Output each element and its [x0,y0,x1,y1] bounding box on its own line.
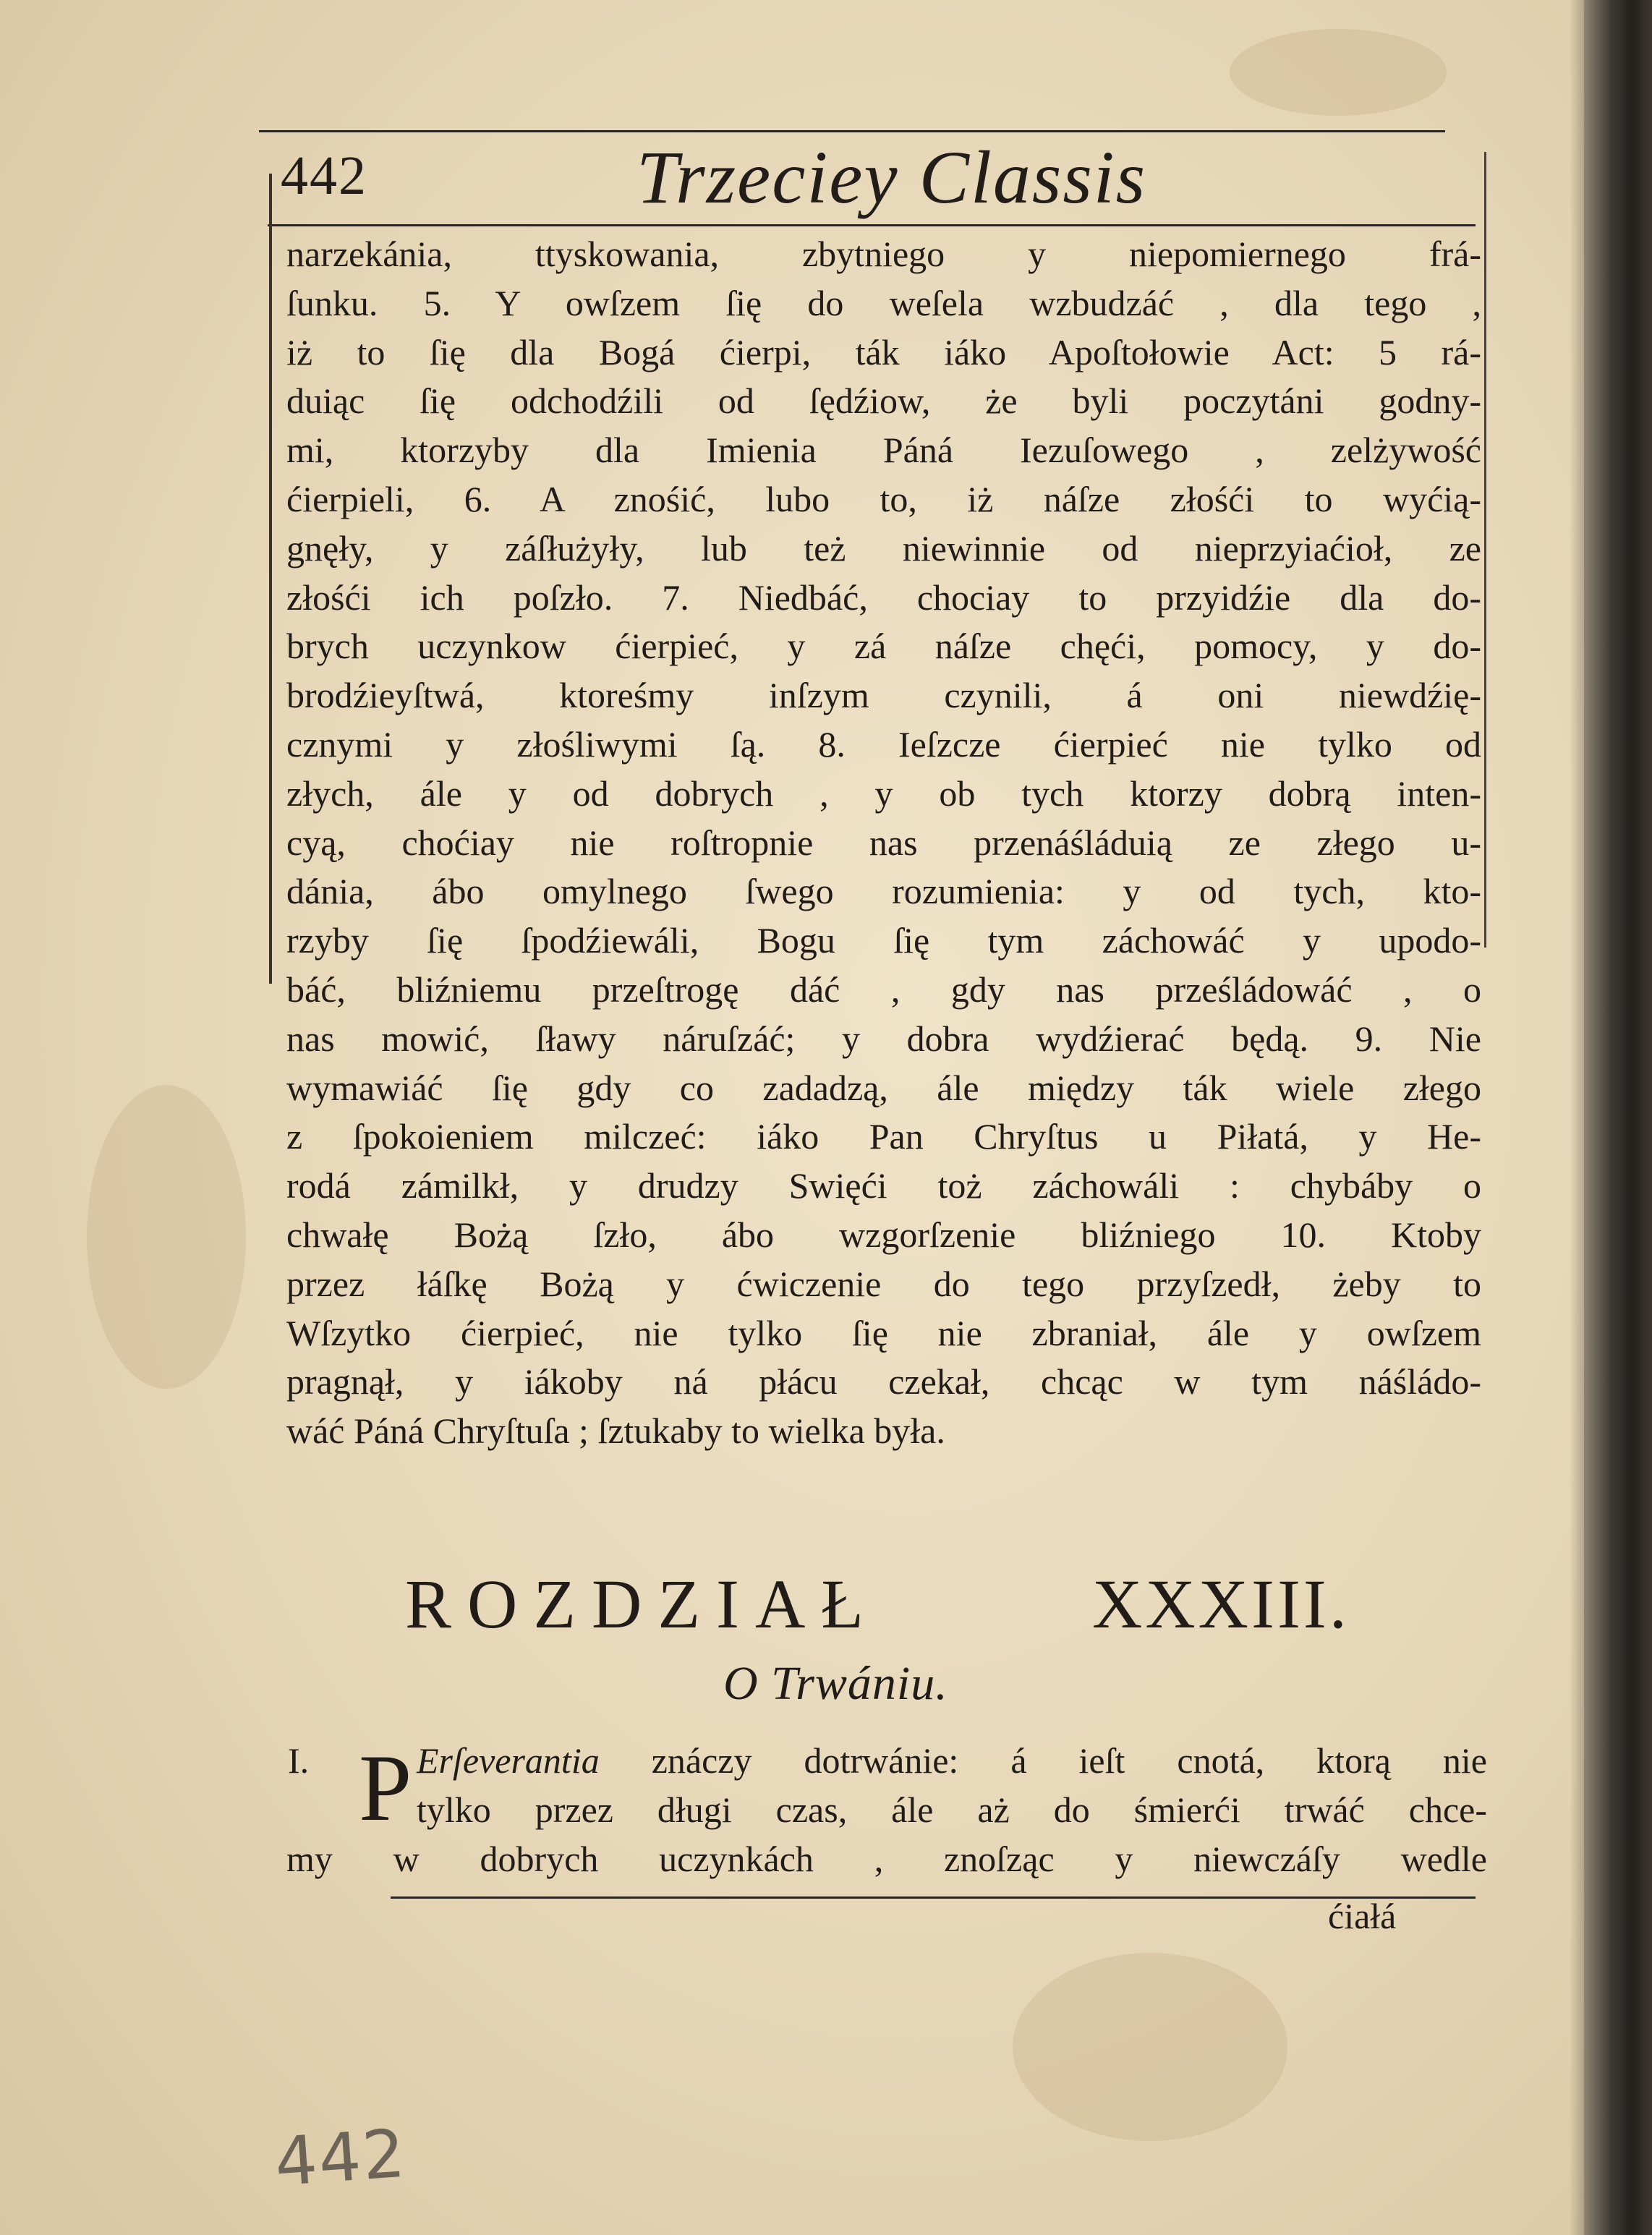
text-line: rodá zámilkł, y drudzy Swięći toż záchowáli : chybáby o [286,1165,1481,1206]
text-line: wáć Páná Chryſtuſa ; ſztukaby to wielka była. [286,1410,945,1452]
text-line: duiąc ſię odchodźili od ſędźiow, że byli poczytáni godny- [286,380,1481,422]
text-line: z ſpokoieniem milczeć: iáko Pan Chryſtus u Piłatá, y He- [286,1116,1481,1157]
text-line: nas mowić, ſławy náruſzáć; y dobra wydźierać będą. 9. Nie [286,1018,1481,1059]
latin-term: Erſeverantia [417,1740,600,1781]
text-line: báć, bliźniemu przeſtrogę dáć , gdy nas prześládowáć , o [286,968,1481,1010]
drop-cap: P [359,1734,412,1841]
paragraph-number: I. [288,1740,310,1781]
paragraph-line-text: znáczy dotrwánie: á ieſt cnotá, ktorą nie [651,1740,1488,1781]
handwritten-page-number: 442 [272,2114,409,2202]
top-rule [259,130,1445,132]
text-line: przez łáſkę Bożą y ćwiczenie do tego przyſzedł, żeby to [286,1263,1481,1304]
text-line: iż to ſię dla Bogá ćierpi, ták iáko Apoſtołowie Act: 5 rá- [286,331,1481,372]
text-line: brych uczynkow ćierpieć, y zá náſze chęći, pomocy, y do- [286,626,1481,667]
chapter-number: XXXIII. [1092,1565,1350,1643]
bottom-rule [391,1896,1476,1899]
text-line: brodźieyſtwá, ktoreśmy inſzym czynili, á oni niewdźię- [286,675,1481,716]
text-line: ſunku. 5. Y owſzem ſię do weſela wzbudzáć , dla tego , [286,282,1481,323]
chapter-title: ROZDZIAŁ [405,1565,880,1643]
text-line: dánia, ábo omylnego ſwego rozumienia: y od tych, kto- [286,871,1481,912]
text-line: cznymi y złośliwymi ſą. 8. Ieſzcze ćierpieć nie tylko od [286,723,1481,765]
text-line: mi, ktorzyby dla Imienia Páná Iezuſowego , zelżywość [286,430,1481,471]
text-line: cyą, choćiay nie roſtropnie nas przenáśláduią ze złego u- [286,822,1481,863]
left-frame-rule [269,174,272,984]
text-line: chwałę Bożą ſzło, ábo wzgorſzenie bliźniego 10. Ktoby [286,1214,1481,1255]
paper-stain [1230,29,1447,116]
right-frame-rule [1484,152,1486,948]
paragraph-line: my w dobrych uczynkách , znoſząc y niewczáſy wedle [286,1839,1487,1879]
text-line: złośći ich poſzło. 7. Niedbáć, chociay to przyidźie dla do- [286,576,1481,618]
text-line: pragnął, y iákoby ná płácu czekał, chcąc w tym náśládo- [286,1361,1481,1402]
book-binding [1584,0,1652,2235]
paper-stain [87,1085,246,1389]
catchword: ćiałá [1328,1896,1397,1936]
chapter-subtitle: O Trwániu. [723,1657,948,1710]
page-header [275,137,1490,239]
running-head: Trzeciey Classis [636,136,1147,219]
paragraph-line [417,1736,1487,1785]
text-line: ćierpieli, 6. A znośić, lubo to, iż náſze złośći to wyćią- [286,478,1481,519]
text-line: rzyby ſię ſpodźiewáli, Bogu ſię tym záchowáć y upodo- [286,920,1481,961]
chapter-heading [405,1564,1360,1644]
paragraph-line: tylko przez długi czas, ále aż do śmierći trwáć chce- [417,1789,1487,1830]
body-text [286,230,1481,1456]
page-number: 442 [281,145,367,206]
header-rule [268,224,1476,226]
text-line: wymawiáć ſię gdy co zadadzą, ále między ták wiele złego [286,1067,1481,1108]
paper-stain [1013,1953,1287,2141]
text-line: narzekánia, ttyskowania, zbytniego y niepomiernego frá- [286,234,1481,274]
text-line: złych, ále y od dobrych , y ob tych ktorzy dobrą inten- [286,772,1481,814]
text-line: Wſzytko ćierpieć, nie tylko ſię nie zbraniał, ále y owſzem [286,1312,1481,1353]
text-line: gnęły, y záſłużyły, lub też niewinnie od nieprzyiaćioł, ze [286,527,1481,569]
